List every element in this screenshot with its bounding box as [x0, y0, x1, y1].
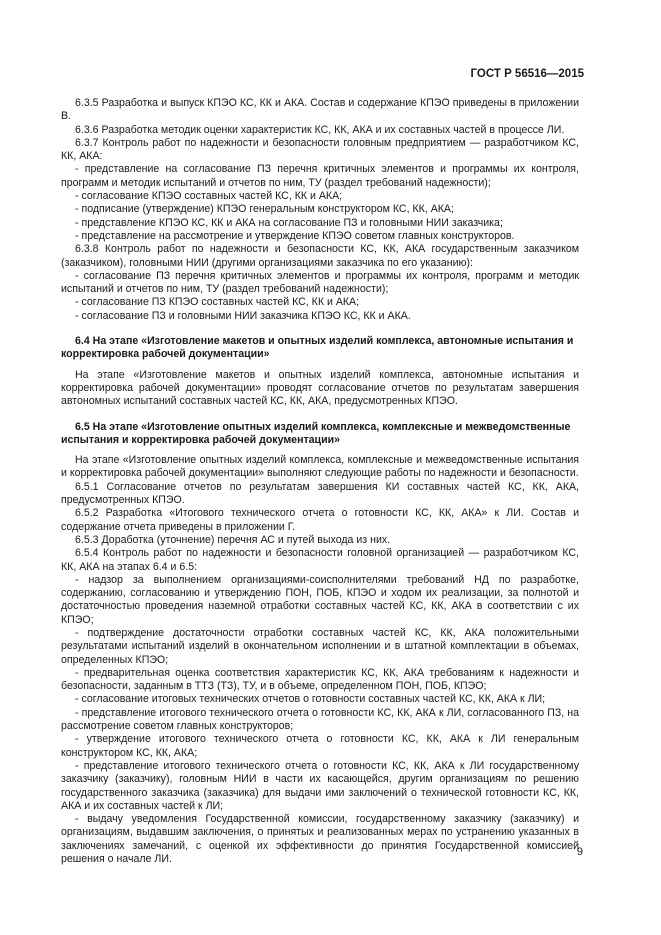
paragraph-6-5-2: 6.5.2 Разработка «Итогового технического отчета о готовности КС, КК, АКА» к ЛИ. Состав и содержание отчета приведены в приложении Г. — [61, 507, 579, 533]
paragraph-6-5-1: 6.5.1 Согласование отчетов по результатам завершения КИ составных частей КС, КК, АКА, предусмотренных КПЭО. — [61, 480, 579, 507]
document-body — [61, 97, 579, 866]
list-item: - представление на рассмотрение и утверждение КПЭО советом главных конструкторов. — [75, 229, 515, 242]
section-heading-6-4: 6.4 На этапе «Изготовление макетов и опытных изделий комплекса, автономные испытания и корректировка рабочей документации» — [61, 335, 574, 361]
list-item: - надзор за выполнением организациями-соисполнителями требований НД по разработке, содержанию, согласованию и утверждению ПОН, ПОБ, КПЭО и ходом их реализации, за полнотой и достаточностью проведения наземной отработки составных частей КС, КК, АКА в соответствии с их КПЭО; — [61, 573, 579, 626]
list-item: - согласование КПЭО составных частей КС, КК и АКА; — [75, 190, 343, 203]
list-item: - подписание (утверждение) КПЭО генеральным конструктором КС, КК, АКА; — [75, 203, 454, 216]
list-item: - согласование ПЗ перечня критичных элементов и программы их контроля, программ и методик испытаний и отчетов по ним, ТУ (раздел требований надежности); — [61, 269, 579, 296]
document-header: ГОСТ Р 56516—2015 — [470, 68, 584, 80]
list-item: - представление КПЭО КС, КК и АКА на согласование ПЗ и головными НИИ заказчика; — [75, 216, 503, 229]
paragraph-6-3-5: 6.3.5 Разработка и выпуск КПЭО КС, КК и АКА. Состав и содержание КПЭО приведены в приложении В. — [61, 97, 579, 123]
list-item: - выдачу уведомления Государственной комиссии, государственному заказчику (заказчику) и организациям, выдавшим заключения, о принятых и реализованных мерах по устранению указанных в заключениях замечаний, с оценкой их эффективности до принятия Государственной комиссией решения о начале ЛИ. — [61, 813, 579, 866]
list-item: - согласование ПЗ КПЭО составных частей КС, КК и АКА; — [75, 296, 360, 309]
list-item: - согласование итоговых технических отчетов о готовности составных частей КС, КК, АКА к ЛИ; — [75, 693, 546, 706]
paragraph-6-5-3: 6.5.3 Доработка (уточнение) перечня АС и путей выхода из них. — [75, 533, 391, 546]
paragraph-6-5-4: 6.5.4 Контроль работ по надежности и безопасности головной организацией — разработчиком КС, КК, АКА на этапах 6.4 и 6.5: — [61, 547, 579, 573]
list-item: - подтверждение достаточности отработки составных частей КС, КК, АКА положительными результатами испытаний изделий в окончательном исполнении и в штатной комплектации в объемах, определенных КПЭО; — [61, 626, 579, 666]
list-item: - представление итогового технического отчета о готовности КС, КК, АКА к ЛИ, согласованного ПЗ, на рассмотрение советом главных конструкторов; — [61, 706, 579, 733]
page-number: 9 — [576, 846, 583, 858]
list-item: - утверждение итогового технического отчета о готовности КС, КК, АКА к ЛИ генеральным конструктором КС, КК, АКА; — [61, 733, 579, 759]
list-item: - представление на согласование ПЗ перечня критичных элементов и программы их контроля, программ и методик испытаний и отчетов по ним, ТУ (раздел требований надежности); — [61, 163, 579, 189]
paragraph-6-3-8: 6.3.8 Контроль работ по надежности и безопасности КС, КК, АКА государственным заказчиком (заказчиком), головными НИИ (другими организациями заказчика по его указанию): — [61, 243, 579, 269]
section-heading-6-5: 6.5 На этапе «Изготовление опытных изделий комплекса, комплексные и межведомственные испытания и корректировка рабочей документации» — [61, 420, 571, 446]
paragraph-6-5-body: На этапе «Изготовление опытных изделий комплекса, комплексные и межведомственные испытания и корректировка рабочей документации» выполняют следующие работы по надежности и безопасности. — [61, 454, 579, 480]
list-item: - согласование ПЗ и головными НИИ заказчика КПЭО КС, КК и АКА. — [75, 309, 411, 322]
list-item: - представление итогового технического отчета о готовности КС, КК, АКА к ЛИ государственному заказчику (заказчику), головным НИИ в части их касающейся, другим организациям по решению государственного заказчика (заказчика) для выдачи ими заключений о технической готовности КС, КК, АКА и их составных частей к ЛИ; — [61, 759, 579, 812]
paragraph-6-3-7: 6.3.7 Контроль работ по надежности и безопасности головным предприятием — разработчиком КС, КК, АКА: — [61, 136, 579, 163]
list-item: - предварительная оценка соответствия характеристик КС, КК, АКА требованиям к надежности и безопасности, заданным в ТТЗ (ТЗ), ТУ, и в объеме, определенном ПОН, ПОБ, КПЭО; — [61, 666, 579, 693]
paragraph-6-3-6: 6.3.6 Разработка методик оценки характеристик КС, КК, АКА и их составных частей в процессе ЛИ. — [75, 123, 565, 136]
paragraph-6-4-body: На этапе «Изготовление макетов и опытных изделий комплекса, автономные испытания и корректировка рабочей документации» проводят согласование отчетов по результатам завершения автономных испытаний составных частей КС, КК, АКА, предусмотренных КПЭО. — [61, 368, 579, 408]
